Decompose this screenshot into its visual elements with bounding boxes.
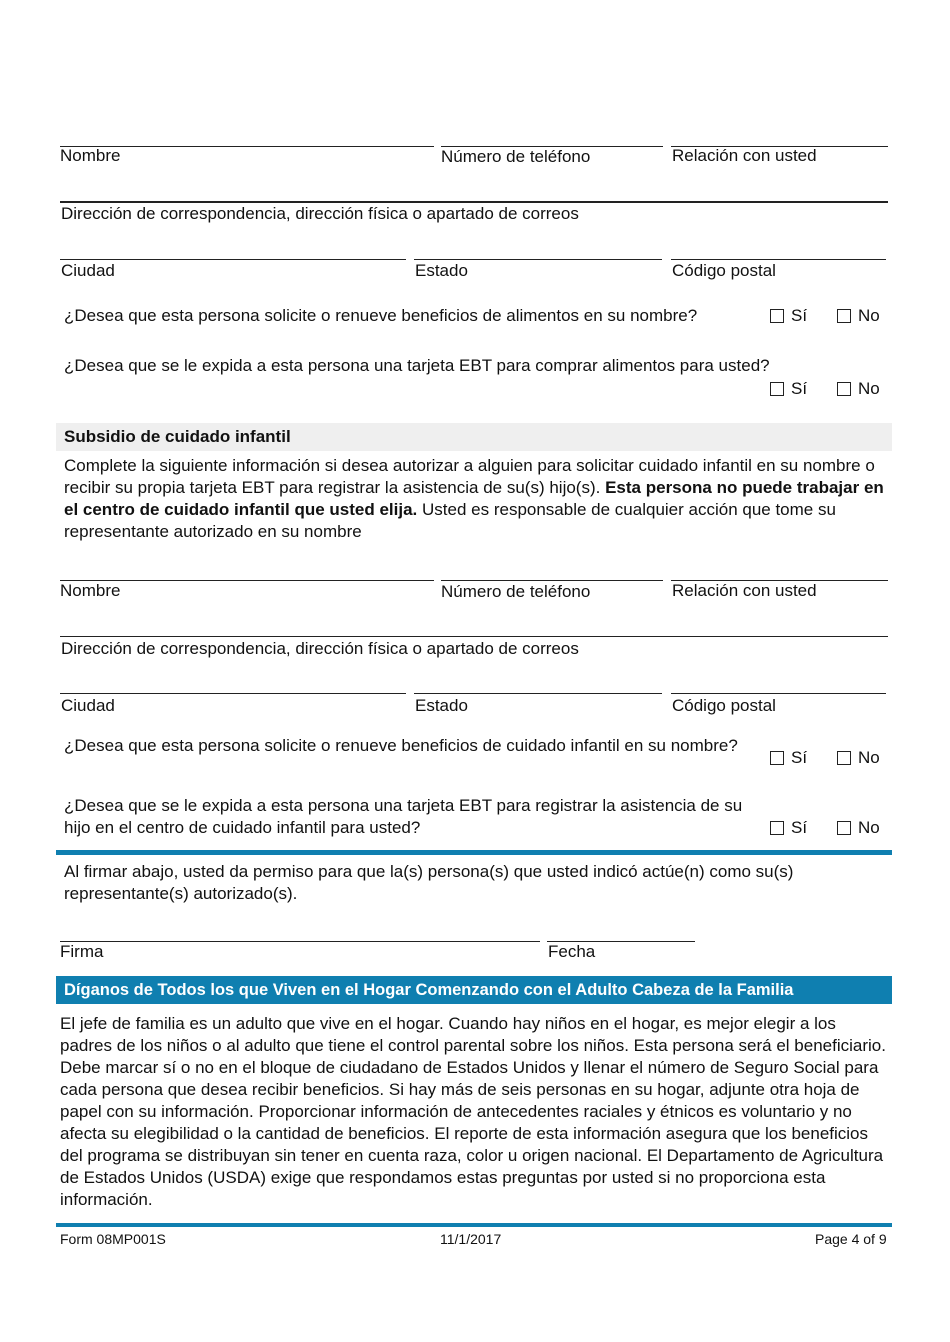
food-ebt-no-checkbox[interactable]: No [837,379,880,399]
date-label: Fecha [548,942,596,961]
food-apply-yes-checkbox[interactable]: Sí [770,306,807,326]
food-apply-question: ¿Desea que esta persona solicite o renueve beneficios de alimentos en su nombre? [64,306,698,325]
cc-address-line[interactable] [60,636,888,637]
form-date: 11/1/2017 [440,1231,502,1247]
childcare-apply-yes-checkbox[interactable]: Sí [770,748,807,768]
cc-zip-label: Código postal [672,696,776,715]
signature-label: Firma [60,942,104,961]
zip-label: Código postal [672,261,776,280]
signature-line[interactable] [60,941,540,942]
signature-statement: Al firmar abajo, usted da permiso para que la(s) persona(s) que usted indicó actúe(n) como su(s) representante(s) autorizado(s). [64,862,794,903]
household-title: Díganos de Todos los que Viven en el Hogar Comenzando con el Adulto Cabeza de la Familia [64,981,794,999]
household-body: El jefe de familia es un adulto que vive en el hogar. Cuando hay niños en el hogar, es mejor elegir a los padres de los niños o al adulto que tiene el control parental sobre los niños. Esta persona será el beneficiario. Debe marcar sí o no en el bloque de ciudadano de Estados Unidos y llenar el número de Seguro Social para cada persona que desea recibir beneficios. Si hay más de seis personas en su hogar, adjunte otra hoja de papel con su información. Proporcionar información de antecedentes raciales y étnicos es voluntario y no afecta su elegibilidad o la cantidad de beneficios. El reporte de esta información asegura que los beneficios del programa se distribuyan sin tener en cuenta raza, color u origen nacional. El Departamento de Agricultura de Estados Unidos (USDA) exige que respondamos estas preguntas por usted si no proporciona esta información. [60,1014,886,1209]
childcare-ebt-no-checkbox[interactable]: No [837,818,880,838]
address-label: Dirección de correspondencia, dirección física o apartado de correos [61,204,579,223]
childcare-apply-question: ¿Desea que esta persona solicite o renueve beneficios de cuidado infantil en su nombre? [64,736,738,755]
relationship-label: Relación con usted [672,146,817,165]
cc-name-label: Nombre [60,581,121,600]
state-line[interactable] [414,259,662,260]
cc-address-label: Dirección de correspondencia, dirección física o apartado de correos [61,639,579,658]
food-apply-no-checkbox[interactable]: No [837,306,880,326]
cc-state-label: Estado [415,696,468,715]
zip-line[interactable] [671,259,886,260]
childcare-apply-no-checkbox[interactable]: No [837,748,880,768]
city-label: Ciudad [61,261,115,280]
footer-divider [56,1223,892,1227]
address-line[interactable] [60,201,888,203]
cc-zip-line[interactable] [671,693,886,694]
childcare-intro: Complete la siguiente información si desea autorizar a alguien para solicitar cuidado infantil en su nombre o recibir su propia tarjeta EBT para registrar la asistencia de su(s) hijo(s). Esta persona no puede trabajar en el centro de cuidado infantil que usted elija. Usted es responsable de cualquier acción que tome su representante autorizado en su nombre [64,456,884,541]
city-line[interactable] [60,259,406,260]
food-ebt-yes-checkbox[interactable]: Sí [770,379,807,399]
phone-label: Número de teléfono [441,147,591,166]
childcare-ebt-question: ¿Desea que se le expida a esta persona una tarjeta EBT para registrar la asistencia de su hijo en el centro de cuidado infantil para usted? [64,796,743,837]
signature-divider [56,850,892,855]
childcare-title: Subsidio de cuidado infantil [64,427,291,446]
cc-city-label: Ciudad [61,696,115,715]
cc-phone-label: Número de teléfono [441,582,591,601]
page-number: Page 4 of 9 [815,1231,887,1247]
food-ebt-question: ¿Desea que se le expida a esta persona una tarjeta EBT para comprar alimentos para usted? [64,356,770,375]
childcare-ebt-yes-checkbox[interactable]: Sí [770,818,807,838]
cc-relationship-label: Relación con usted [672,581,817,600]
cc-city-line[interactable] [60,693,406,694]
form-number: Form 08MP001S [60,1231,166,1247]
name-label: Nombre [60,146,121,165]
cc-phone-line[interactable] [441,580,663,581]
cc-state-line[interactable] [414,693,662,694]
state-label: Estado [415,261,468,280]
